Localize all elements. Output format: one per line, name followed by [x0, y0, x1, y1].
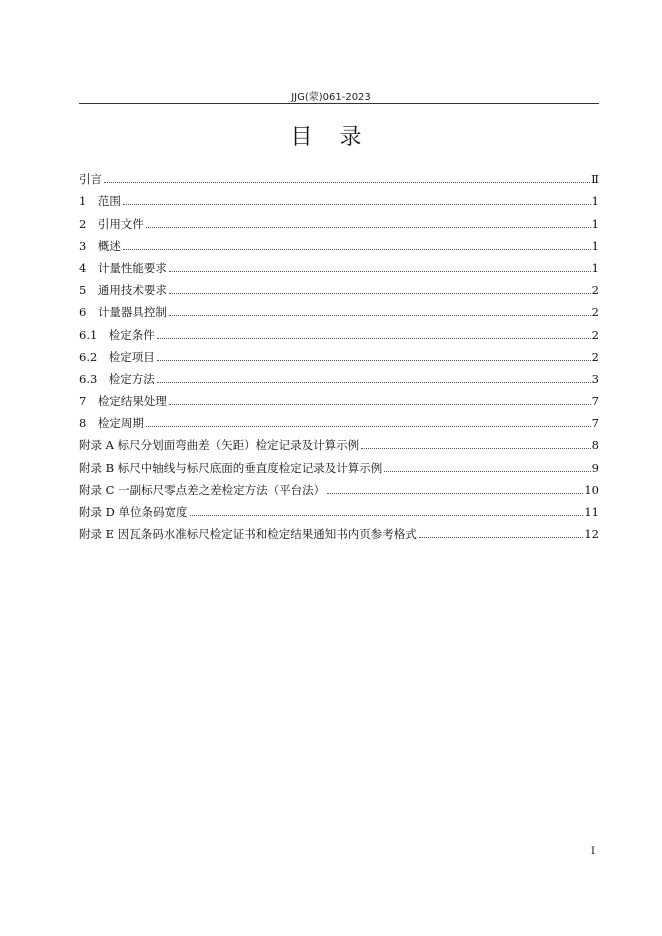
toc-entry-label: 6.3 检定方法 — [79, 371, 155, 386]
dot-leader — [384, 470, 590, 472]
toc-entry-page: 7 — [591, 394, 599, 409]
toc-entry-label: 附录 B 标尺中轴线与标尺底面的垂直度检定记录及计算示例 — [79, 460, 383, 475]
toc-entry-page: 9 — [591, 460, 599, 475]
dot-leader — [169, 314, 591, 316]
dot-leader — [419, 536, 584, 538]
toc-entry-page: 2 — [591, 327, 599, 342]
toc-entry-preface[interactable] — [79, 164, 599, 186]
dot-leader — [169, 292, 591, 294]
toc-entry-label: 6.1 检定条件 — [79, 327, 155, 342]
toc-entry-page: 1 — [591, 216, 599, 231]
dot-leader — [123, 203, 591, 205]
toc-entry-scope[interactable] — [79, 186, 599, 208]
toc-entry-page: 10 — [584, 482, 599, 497]
document-code-header: JJG(蒙)061-2023 — [291, 92, 371, 103]
dot-leader — [157, 359, 591, 361]
table-of-contents — [79, 164, 599, 541]
toc-entry-label: 5 通用技术要求 — [79, 283, 167, 298]
toc-entry-label: 6 计量器具控制 — [79, 305, 167, 320]
toc-entry-page: 2 — [591, 349, 599, 364]
toc-entry-page: 8 — [591, 438, 599, 453]
toc-entry-label: 4 计量性能要求 — [79, 260, 167, 275]
toc-entry-label: 2 引用文件 — [79, 216, 144, 231]
toc-entry-label: 引言 — [79, 172, 102, 187]
dot-leader — [327, 492, 583, 494]
toc-entry-page: 1 — [591, 194, 599, 209]
toc-entry-appendix-c[interactable] — [79, 475, 599, 497]
toc-entry-appendix-d[interactable] — [79, 497, 599, 519]
toc-entry-verification-methods[interactable] — [79, 364, 599, 386]
toc-entry-page: 11 — [584, 505, 599, 519]
toc-entry-instrument-control[interactable] — [79, 297, 599, 319]
toc-entry-label: 7 检定结果处理 — [79, 394, 167, 409]
toc-entry-references[interactable] — [79, 208, 599, 230]
dot-leader — [190, 514, 584, 516]
toc-entry-page: 7 — [591, 416, 599, 431]
toc-entry-label: 3 概述 — [79, 238, 121, 253]
dot-leader — [146, 425, 591, 427]
toc-entry-verification-period[interactable] — [79, 408, 599, 430]
toc-entry-verification-conditions[interactable] — [79, 319, 599, 341]
toc-entry-label: 8 检定周期 — [79, 416, 144, 431]
dot-leader — [169, 270, 591, 272]
toc-entry-overview[interactable] — [79, 231, 599, 253]
toc-entry-label: 附录 A 标尺分划面弯曲差（矢距）检定记录及计算示例 — [79, 438, 360, 453]
dot-leader — [146, 226, 591, 228]
page-number: I — [591, 846, 595, 857]
toc-entry-page: 2 — [591, 283, 599, 298]
toc-entry-metrological-requirements[interactable] — [79, 253, 599, 275]
toc-entry-page: 12 — [584, 527, 599, 542]
toc-entry-page: 3 — [591, 371, 599, 386]
toc-entry-verification-items[interactable] — [79, 342, 599, 364]
toc-entry-general-technical-requirements[interactable] — [79, 275, 599, 297]
toc-entry-appendix-e[interactable] — [79, 519, 599, 541]
page-title: 目 录 — [290, 125, 372, 150]
toc-entry-label: 1 范围 — [79, 194, 121, 209]
dot-leader — [361, 447, 591, 449]
toc-entry-label: 附录 D 单位条码宽度 — [79, 505, 188, 519]
dot-leader — [169, 403, 591, 405]
toc-entry-label: 6.2 检定项目 — [79, 349, 155, 364]
dot-leader — [104, 181, 590, 183]
header-rule — [79, 103, 599, 104]
toc-entry-label: 附录 C 一副标尺零点差之差检定方法（平台法） — [79, 482, 326, 497]
toc-entry-page: 2 — [591, 305, 599, 320]
toc-entry-result-handling[interactable] — [79, 386, 599, 408]
toc-entry-page: 1 — [591, 260, 599, 275]
toc-entry-label: 附录 E 因瓦条码水准标尺检定证书和检定结果通知书内页参考格式 — [79, 527, 417, 542]
toc-entry-appendix-a[interactable] — [79, 430, 599, 452]
dot-leader — [157, 381, 591, 383]
dot-leader — [157, 337, 591, 339]
toc-entry-appendix-b[interactable] — [79, 452, 599, 474]
dot-leader — [123, 248, 591, 250]
toc-entry-page: 1 — [591, 238, 599, 253]
toc-entry-page: Ⅱ — [591, 172, 599, 187]
